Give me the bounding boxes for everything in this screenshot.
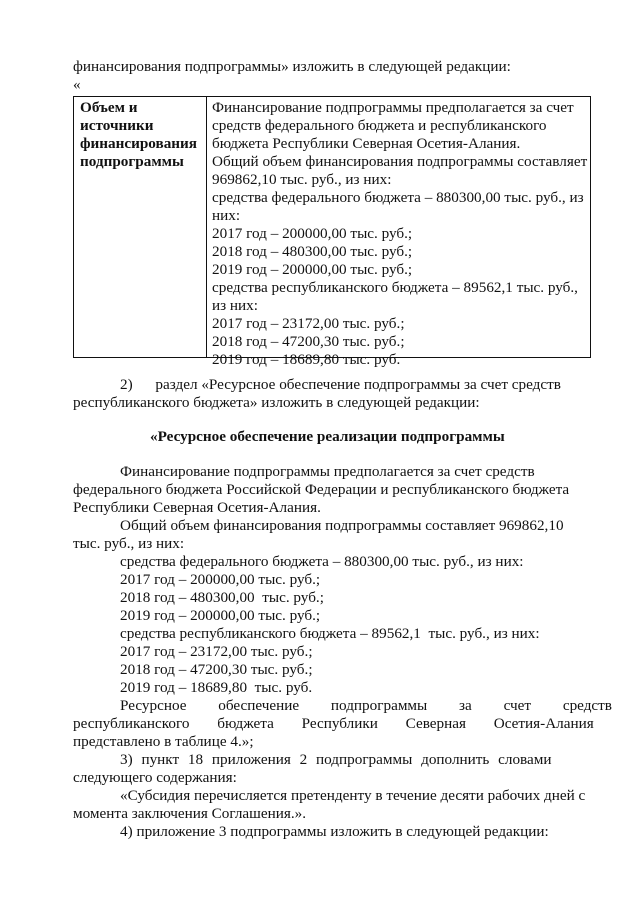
table-label-line: Объем и — [80, 99, 138, 116]
federal-2017-line: 2017 год – 200000,00 тыс. руб.; — [120, 571, 321, 588]
para1-line3: Республики Северная Осетия-Алания. — [73, 499, 321, 516]
republic-2018-line: 2018 год – 47200,30 тыс. руб.; — [120, 661, 313, 678]
item4-line: 4) приложение 3 подпрограммы изложить в следующей редакции: — [120, 823, 549, 840]
republic-2019-line: 2019 год – 18689,80 тыс. руб. — [120, 679, 313, 696]
table-value-line: средства республиканского бюджета – 89562,1 тыс. руб., — [212, 279, 578, 296]
table-label-line: подпрограммы — [80, 153, 184, 170]
table-label-line: финансирования — [80, 135, 198, 152]
table-value-line: них: — [212, 207, 241, 224]
para2-line1: Общий объем финансирования подпрограммы составляет 969862,10 — [120, 517, 564, 534]
item3-line2: следующего содержания: — [73, 769, 237, 786]
para3-line3: представлено в таблице 4.»; — [73, 733, 254, 750]
para2-line2: тыс. руб., из них: — [73, 535, 185, 552]
table-value-line: Общий объем финансирования подпрограммы составляет — [212, 153, 588, 170]
federal-2019-line: 2019 год – 200000,00 тыс. руб.; — [120, 607, 321, 624]
table-value-line: 2019 год – 200000,00 тыс. руб.; — [212, 261, 413, 278]
quote-open-mark: « — [73, 76, 81, 93]
table-value-line: средства федерального бюджета – 880300,00 тыс. руб., из — [212, 189, 584, 206]
item2-line1: 2) раздел «Ресурсное обеспечение подпрограммы за счет средств — [120, 376, 561, 393]
table-value-line: 969862,10 тыс. руб., из них: — [212, 171, 392, 188]
para3-line2: республиканского бюджета Республики Северная Осетия-Алания — [73, 715, 594, 732]
table-value-line: 2017 год – 200000,00 тыс. руб.; — [212, 225, 413, 242]
item3-line1: 3) пункт 18 приложения 2 подпрограммы дополнить словами — [120, 751, 552, 768]
table-value-cell — [212, 99, 588, 369]
table-value-line: 2018 год – 480300,00 тыс. руб.; — [212, 243, 413, 260]
financing-table — [73, 96, 591, 368]
table-label-cell — [80, 99, 204, 171]
table-label-line: источники — [80, 117, 154, 134]
section-heading: «Ресурсное обеспечение реализации подпрограммы — [150, 428, 505, 445]
item2-line2: республиканского бюджета» изложить в следующей редакции: — [73, 394, 480, 411]
table-value-line: средств федерального бюджета и республиканского — [212, 117, 547, 134]
table-column-divider — [206, 97, 207, 357]
quote-line2: момента заключения Соглашения.». — [73, 805, 307, 822]
para1-line2: федерального бюджета Российской Федерации и республиканского бюджета — [73, 481, 570, 498]
federal-2018-line: 2018 год – 480300,00 тыс. руб.; — [120, 589, 324, 606]
para1-line1: Финансирование подпрограммы предполагается за счет средств — [120, 463, 535, 480]
quote-line1: «Субсидия перечисляется претенденту в течение десяти рабочих дней с — [120, 787, 586, 804]
para3-line1: Ресурсное обеспечение подпрограммы за счет средств — [120, 697, 612, 714]
table-value-line: из них: — [212, 297, 258, 314]
table-value-line: 2018 год – 47200,30 тыс. руб.; — [212, 333, 405, 350]
intro-line: финансирования подпрограммы» изложить в следующей редакции: — [73, 58, 511, 75]
table-value-line: 2017 год – 23172,00 тыс. руб.; — [212, 315, 405, 332]
table-value-line: бюджета Республики Северная Осетия-Алания. — [212, 135, 521, 152]
federal-budget-line: средства федерального бюджета – 880300,00 тыс. руб., из них: — [120, 553, 524, 570]
table-value-line: Финансирование подпрограммы предполагается за счет — [212, 99, 574, 116]
republic-2017-line: 2017 год – 23172,00 тыс. руб.; — [120, 643, 313, 660]
table-value-line: 2019 год – 18689,80 тыс. руб. — [212, 351, 401, 368]
republic-budget-line: средства республиканского бюджета – 89562,1 тыс. руб., из них: — [120, 625, 540, 642]
